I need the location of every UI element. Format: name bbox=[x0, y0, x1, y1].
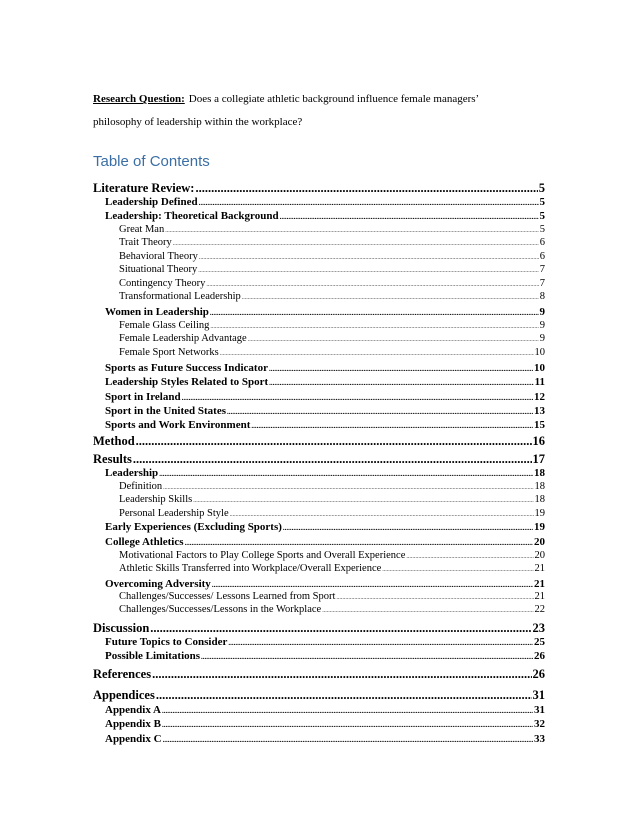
toc-entry-title: Contingency Theory bbox=[119, 278, 206, 289]
toc-entry[interactable] bbox=[119, 251, 545, 262]
toc-leader-dots bbox=[136, 434, 532, 449]
toc-entry-title: Athletic Skills Transferred into Workplace/Overall Experience bbox=[119, 563, 382, 574]
toc-leader-dots bbox=[195, 181, 537, 196]
toc-entry-title: Situational Theory bbox=[119, 264, 198, 275]
toc-leader-dots bbox=[199, 199, 539, 207]
toc-entry-page: 18 bbox=[534, 467, 545, 479]
toc-entry-page: 9 bbox=[539, 320, 545, 331]
toc-leader-dots bbox=[280, 213, 539, 221]
toc-entry-title: Future Topics to Consider bbox=[105, 636, 228, 648]
toc-entry-page: 18 bbox=[534, 481, 545, 492]
toc-entry-title: College Athletics bbox=[105, 536, 184, 548]
toc-entry[interactable] bbox=[105, 391, 545, 403]
toc-entry[interactable] bbox=[93, 667, 545, 682]
toc-entry-page: 15 bbox=[534, 419, 545, 431]
toc-leader-dots bbox=[406, 554, 533, 560]
toc-entry-title: Female Leadership Advantage bbox=[119, 333, 247, 344]
toc-entry[interactable] bbox=[119, 278, 545, 289]
toc-entry-page: 20 bbox=[534, 536, 545, 548]
toc-entry-title: Leadership Skills bbox=[119, 494, 193, 505]
toc-entry-page: 26 bbox=[534, 650, 545, 662]
toc-entry-title: Literature Review: bbox=[93, 181, 195, 195]
toc-entry-page: 18 bbox=[534, 494, 545, 505]
toc-leader-dots bbox=[269, 379, 533, 387]
toc-entry[interactable] bbox=[105, 521, 545, 533]
toc-entry-title: Personal Leadership Style bbox=[119, 508, 229, 519]
toc-leader-dots bbox=[248, 337, 539, 343]
research-question-text-1: Does a collegiate athletic background influence female managers’ bbox=[188, 93, 480, 105]
toc-entry-page: 10 bbox=[534, 362, 545, 374]
toc-entry-title: Challenges/Successes/ Lessons Learned from Sport bbox=[119, 591, 336, 602]
toc-leader-dots bbox=[173, 241, 539, 247]
toc-entry[interactable] bbox=[119, 224, 545, 235]
toc-leader-dots bbox=[198, 268, 538, 274]
toc-leader-dots bbox=[210, 324, 538, 330]
toc-leader-dots bbox=[156, 688, 532, 703]
toc-entry-page: 6 bbox=[539, 251, 545, 262]
toc-leader-dots bbox=[201, 653, 533, 661]
toc-entry[interactable] bbox=[105, 578, 545, 590]
toc-leader-dots bbox=[242, 295, 539, 301]
toc-entry[interactable] bbox=[119, 563, 545, 574]
toc-entry-page: 31 bbox=[532, 688, 545, 702]
toc-entry[interactable] bbox=[105, 536, 545, 548]
toc-entry-title: Definition bbox=[119, 481, 163, 492]
toc-leader-dots bbox=[199, 255, 539, 261]
toc-entry-page: 16 bbox=[532, 434, 545, 448]
toc-entry[interactable] bbox=[119, 604, 545, 615]
toc-entry-page: 33 bbox=[534, 733, 545, 745]
toc-entry-page: 19 bbox=[534, 508, 545, 519]
toc-entry-title: References bbox=[93, 667, 152, 681]
toc-entry-page: 21 bbox=[534, 591, 545, 602]
toc-entry[interactable] bbox=[119, 291, 545, 302]
toc-entry-page: 13 bbox=[534, 405, 545, 417]
toc-leader-dots bbox=[163, 736, 533, 744]
toc-leader-dots bbox=[193, 498, 533, 504]
toc-entry[interactable] bbox=[119, 494, 545, 505]
toc-entry[interactable] bbox=[93, 181, 545, 196]
toc-entry-title: Early Experiences (Excluding Sports) bbox=[105, 521, 282, 533]
toc-entry-page: 6 bbox=[539, 237, 545, 248]
toc-leader-dots bbox=[206, 282, 538, 288]
toc-leader-dots bbox=[159, 470, 533, 478]
toc-entry-page: 5 bbox=[538, 181, 545, 195]
toc-entry-title: Method bbox=[93, 434, 135, 448]
toc-entry[interactable] bbox=[105, 405, 545, 417]
toc-entry-title: Leadership Defined bbox=[105, 196, 198, 208]
toc-entry[interactable] bbox=[93, 688, 545, 703]
toc-leader-dots bbox=[336, 595, 533, 601]
toc-entry[interactable] bbox=[119, 320, 545, 331]
toc-leader-dots bbox=[283, 524, 533, 532]
toc-entry[interactable] bbox=[105, 210, 545, 222]
toc-leader-dots bbox=[212, 581, 533, 589]
toc-entry-page: 19 bbox=[534, 521, 545, 533]
toc-entry[interactable] bbox=[93, 434, 545, 449]
toc-entry-page: 22 bbox=[534, 604, 545, 615]
toc-entry-page: 21 bbox=[534, 578, 545, 590]
toc-leader-dots bbox=[251, 422, 533, 430]
toc-entry-page: 7 bbox=[539, 278, 545, 289]
toc-leader-dots bbox=[227, 408, 533, 416]
toc-entry[interactable] bbox=[105, 733, 545, 745]
toc-entry[interactable] bbox=[105, 467, 545, 479]
toc-entry[interactable] bbox=[119, 333, 545, 344]
toc-leader-dots bbox=[220, 351, 534, 357]
toc-entry[interactable] bbox=[105, 196, 545, 208]
toc-entry-title: Female Sport Networks bbox=[119, 347, 219, 358]
toc-entry[interactable] bbox=[105, 718, 545, 730]
toc-entry-title: Sport in Ireland bbox=[105, 391, 181, 403]
toc-leader-dots bbox=[230, 512, 534, 518]
toc-entry[interactable] bbox=[105, 362, 545, 374]
toc-entry-title: Motivational Factors to Play College Sports and Overall Experience bbox=[119, 550, 406, 561]
toc-entry-page: 20 bbox=[534, 550, 545, 561]
toc-leader-dots bbox=[210, 309, 539, 317]
toc-entry[interactable] bbox=[119, 237, 545, 248]
toc-entry[interactable] bbox=[93, 452, 545, 467]
toc-leader-dots bbox=[162, 721, 533, 729]
toc-entry-title: Great Man bbox=[119, 224, 165, 235]
toc-entry-page: 11 bbox=[534, 376, 545, 388]
toc-entry[interactable] bbox=[119, 347, 545, 358]
toc-entry-page: 25 bbox=[534, 636, 545, 648]
toc-entry-page: 9 bbox=[539, 333, 545, 344]
research-question-label: Research Question: bbox=[93, 93, 185, 105]
toc-entry-page: 26 bbox=[532, 667, 545, 681]
toc-entry-title: Challenges/Successes/Lessons in the Workplace bbox=[119, 604, 322, 615]
toc-entry[interactable] bbox=[105, 704, 545, 716]
toc-entry-page: 12 bbox=[534, 391, 545, 403]
toc-entry[interactable] bbox=[119, 591, 545, 602]
toc-entry-title: Behavioral Theory bbox=[119, 251, 198, 262]
toc-entry[interactable] bbox=[105, 650, 545, 662]
toc-entry-page: 7 bbox=[539, 264, 545, 275]
toc-entry-title: Possible Limitations bbox=[105, 650, 201, 662]
toc-entry-page: 31 bbox=[534, 704, 545, 716]
toc-entry-page: 9 bbox=[539, 306, 545, 318]
toc-entry-title: Sports and Work Environment bbox=[105, 419, 251, 431]
toc-entry-title: Overcoming Adversity bbox=[105, 578, 211, 590]
toc-entry[interactable] bbox=[105, 306, 545, 318]
toc-entry[interactable] bbox=[119, 481, 545, 492]
toc-entry[interactable] bbox=[105, 419, 545, 431]
toc-entry-title: Leadership bbox=[105, 467, 159, 479]
toc-entry-page: 32 bbox=[534, 718, 545, 730]
toc-entry-page: 8 bbox=[539, 291, 545, 302]
toc-entry-title: Leadership Styles Related to Sport bbox=[105, 376, 269, 388]
toc-leader-dots bbox=[322, 608, 533, 614]
toc-leader-dots bbox=[382, 567, 533, 573]
toc-entry-title: Results bbox=[93, 452, 132, 466]
research-question-line-1 bbox=[93, 92, 479, 106]
toc-entry-title: Women in Leadership bbox=[105, 306, 209, 318]
toc-entry-title: Trait Theory bbox=[119, 237, 172, 248]
toc-entry[interactable] bbox=[105, 636, 545, 648]
toc-leader-dots bbox=[133, 452, 532, 467]
toc-entry-title: Transformational Leadership bbox=[119, 291, 241, 302]
toc-leader-dots bbox=[152, 667, 531, 682]
toc-leader-dots bbox=[228, 639, 533, 647]
toc-leader-dots bbox=[150, 621, 531, 636]
toc-entry-title: Sports as Future Success Indicator bbox=[105, 362, 268, 374]
toc-entry-title: Appendix B bbox=[105, 718, 161, 730]
toc-entry[interactable] bbox=[93, 621, 545, 636]
toc-leader-dots bbox=[163, 485, 533, 491]
toc-leader-dots bbox=[162, 707, 533, 715]
toc-entry-title: Discussion bbox=[93, 621, 150, 635]
toc-leader-dots bbox=[185, 539, 533, 547]
toc-entry[interactable] bbox=[119, 508, 545, 519]
toc-entry-page: 5 bbox=[539, 210, 545, 222]
toc-leader-dots bbox=[269, 365, 533, 373]
research-question-line-2 bbox=[93, 115, 302, 129]
toc-entry-title: Sport in the United States bbox=[105, 405, 227, 417]
research-question-text-2: philosophy of leadership within the workplace? bbox=[93, 116, 303, 128]
toc-entry-page: 5 bbox=[539, 224, 545, 235]
toc-entry[interactable] bbox=[105, 376, 545, 388]
toc-entry[interactable] bbox=[119, 264, 545, 275]
toc-entry[interactable] bbox=[119, 550, 545, 561]
toc-entry-page: 5 bbox=[539, 196, 545, 208]
toc-entry-title: Appendix A bbox=[105, 704, 161, 716]
toc-leader-dots bbox=[182, 394, 533, 402]
toc-leader-dots bbox=[165, 228, 539, 234]
toc-entry-title: Appendices bbox=[93, 688, 155, 702]
toc-entry-page: 21 bbox=[534, 563, 545, 574]
toc-entry-page: 17 bbox=[532, 452, 545, 466]
toc-heading: Table of Contents bbox=[93, 153, 210, 170]
toc-entry-title: Leadership: Theoretical Background bbox=[105, 210, 279, 222]
toc-entry-page: 10 bbox=[534, 347, 545, 358]
toc-entry-title: Female Glass Ceiling bbox=[119, 320, 210, 331]
toc-entry-page: 23 bbox=[532, 621, 545, 635]
toc-entry-title: Appendix C bbox=[105, 733, 162, 745]
